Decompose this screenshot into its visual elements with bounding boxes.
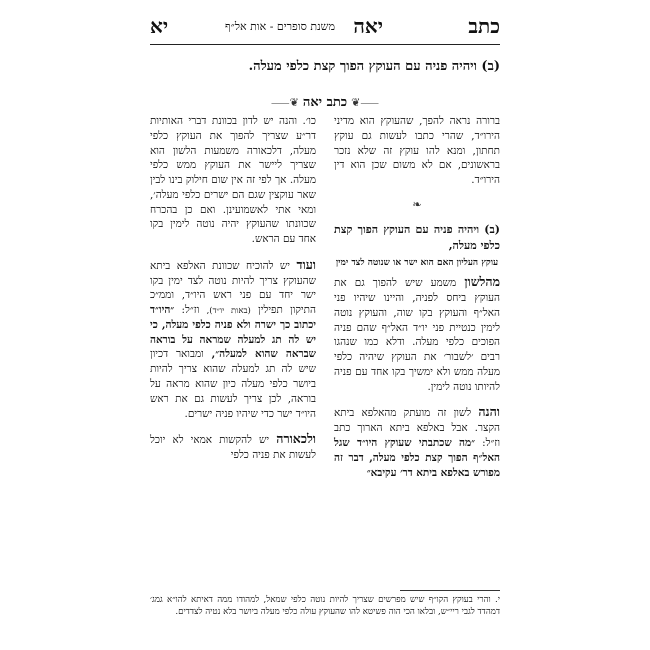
paragraph-body: יש להקשות אמאי לא יוכל לעשות את פניה כלפי bbox=[150, 434, 316, 462]
left-paragraph-3 bbox=[150, 430, 316, 463]
footnote: י. והרי בעוקץ הקו״ף שיש מפרשים שצריך להיות נוטה כלפי שמאל, למהודו ממה דאיתא להו״א גמג׳ דמהדד לגבי ריי״ש, ובלאו הכי הוה פשיטא להו שהעוקץ עולה כלפי מעלה ביושר בלא נטיה לצדדים. bbox=[150, 595, 500, 618]
intro-line: (ב) ויהיה פניה עם העוקץ הפוך קצת כלפי מעלה. bbox=[248, 59, 500, 74]
left-paragraph-1: כו׳. והנה יש לדון בכוונת דברי האותיות דר״ע שצריך להפוך את העוקץ כלפי מעלה, דלכאורה משמעות הלשון הוא שצריך ליישר את העוקץ ממש כלפי מעלה. אך לפי זה אין שום חילוק בינו לבין שאר עוקצין שגם הם ישרים כלפי מעלה׳, ומאי אתי לאשמועינן. ואם כן בהכרח שכוונתו שהעוקץ יהיה נוטה לימין בקו אחד עם הראש. bbox=[150, 115, 316, 246]
quotation: ״היו״ד יכתוב כך ישרה ולא פניה כלפי מעלה, כי יש לה תג למעלה שמראה על בוראה שבראה שהוא למעלה״, bbox=[150, 304, 316, 361]
paragraph-body: משמע שיש להפוך גם את העוקץ ביחס לפניה, והיינו שיהיו פני האל״ף והעוקץ בקו שוה, והעוקץ נוטה לימין כנטיית פני יו״ד האל״ף שהם פניה הפוכים כלפי מעלה. ודלא כמו שנהגו רבים ׳לשבור׳ את העוקץ שיהיה כלפי מעלה ממש ולא ימשיך בקו אחד עם פניה להיותו נוטה לימין. bbox=[334, 277, 500, 393]
right-paragraph-3 bbox=[334, 403, 500, 480]
paragraph-body: ומבואר דכיון שיש לה תג למעלה שהוא צריך להיות ביושר כלפי מעלה כיון שהוא מראה על בוראה, לכן צריך לעשות גם את ראש היו״ד ישר כדי שיהיו פניה ישרים. bbox=[150, 348, 316, 420]
page-header bbox=[150, 14, 500, 40]
left-paragraph-2 bbox=[150, 256, 316, 421]
paragraph-lead-word: והנה bbox=[478, 404, 500, 420]
paragraph-lead-word: ולכאורה bbox=[276, 431, 316, 447]
sub-sub-heading: עוקץ העליון האם הוא ישר או שנוטה לצד ימין bbox=[335, 258, 499, 269]
right-column bbox=[334, 114, 500, 489]
footnote-rule bbox=[400, 590, 500, 591]
sub-heading: (ב) ויהיה פניה עם העוקץ הפוך קצת כלפי מעלה, bbox=[334, 223, 500, 252]
paragraph-lead-word: מהלשון bbox=[464, 274, 500, 290]
header-kesav: כתב bbox=[468, 14, 500, 38]
paragraph-body: יש להוכיח שכוונת האלפא ביתא שהעוקץ צריך להיות נוטה לצד ימין בקו ישר יחד עם פני ראש היו״ד, וממ״כ התיקון תפילין bbox=[150, 259, 316, 317]
citation-reference: (באות יו״ד), bbox=[206, 306, 251, 317]
left-column bbox=[150, 114, 316, 472]
header-title: משנת סופרים - אות אל״ף bbox=[224, 20, 335, 33]
left-flourish-icon: ⸺❦ bbox=[351, 96, 379, 109]
page-number: יא bbox=[150, 14, 169, 38]
right-paragraph-2 bbox=[334, 273, 500, 394]
paragraph-lead-word: ועוד bbox=[296, 256, 316, 272]
paragraph-body: לשון זה מועתק מהאלפא ביתא הקצר. אבל באלפא ביתא הארוך כתב וז״ל: bbox=[334, 407, 500, 450]
quotation: ״מה שכתבתי שעוקץ היו״ד שגל האל״ף הפוך קצת כלפי מעלה, דבר זה מפורש באלפא ביתא דר׳ עקיבא״ bbox=[334, 437, 500, 479]
section-title bbox=[150, 94, 500, 110]
header-rule bbox=[150, 44, 500, 45]
right-flourish-icon: ❦⸺ bbox=[271, 96, 299, 109]
header-siman: יאה bbox=[353, 14, 383, 38]
right-paragraph-1: ברורה נראה להפך, שהעוקץ הוא מדיני הירו״ד, שהרי כתבו לעשות גם עוקץ תחתון, ומנא להו עוקץ זה שלא נזכר בראשונים, אם לא משום שכן הוא דין הירו״ד. bbox=[334, 115, 500, 187]
section-title-text: כתב יאה bbox=[302, 95, 348, 110]
divider-ornament-icon: ❧ bbox=[412, 197, 422, 211]
paragraph-body: וז״ל: bbox=[181, 304, 200, 317]
